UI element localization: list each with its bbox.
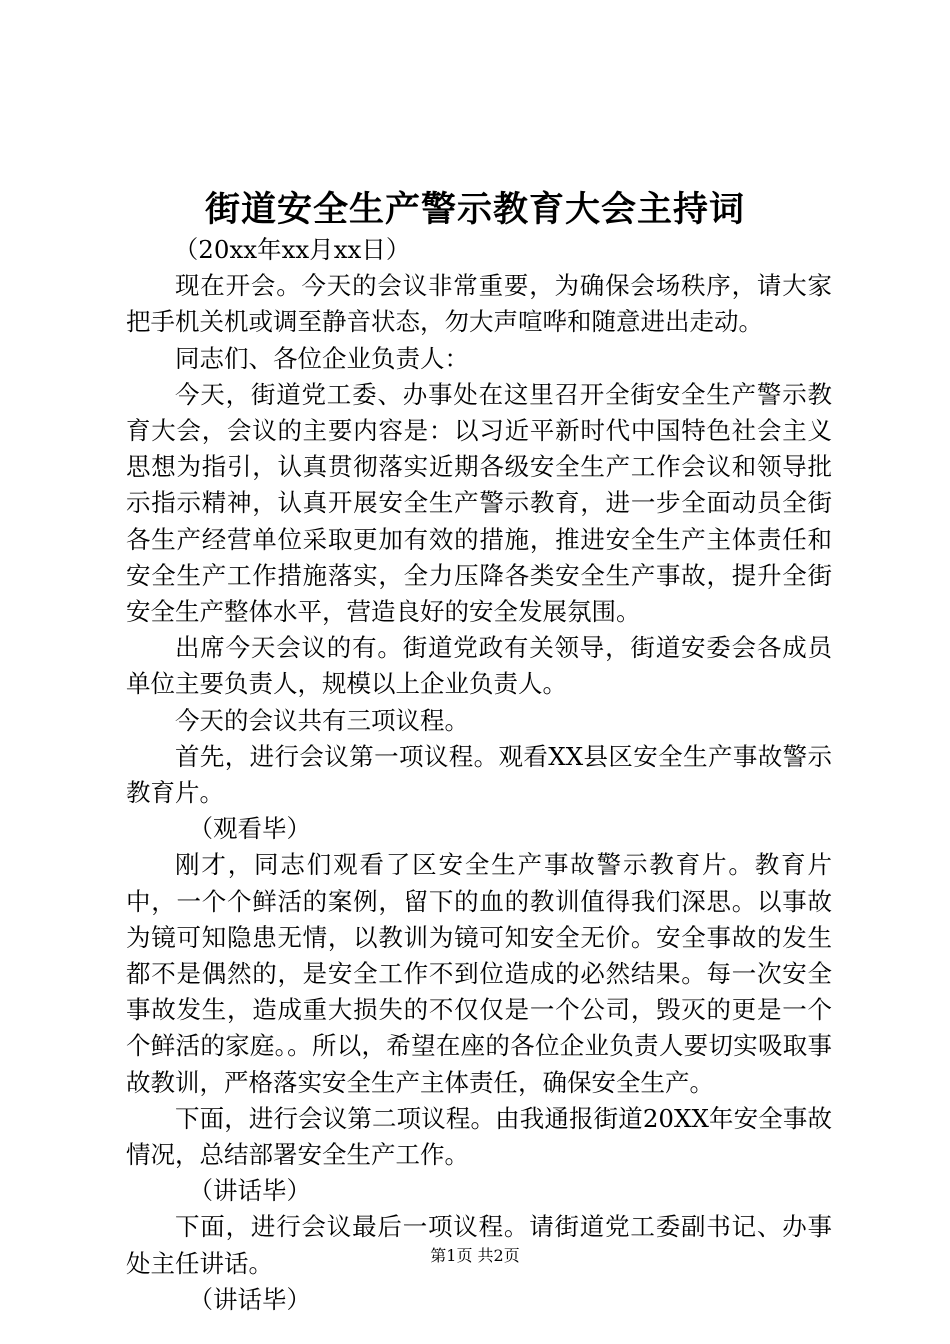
paragraph-agenda-item-3: 下面，进行会议最后一项议程。请街道党工委副书记、办事处主任讲话。 [126,1212,832,1278]
paragraph-agenda-item-2: 下面，进行会议第二项议程。由我通报街道20XX年安全事故情况，总结部署安全生产工作。 [126,1103,832,1170]
paragraph-meeting-purpose: 今天，街道党工委、办事处在这里召开全街安全生产警示教育大会，会议的主要内容是：以习近平新时代中国特色社会主义思想为指引，认真贯彻落实近期各级安全生产工作会议和领导批示指示精神，认真开展安全生产警示教育，进一步全面动员全街各生产经营单位采取更加有效的措施，推进安全生产主体责任和安全生产工作措施落实，全力压降各类安全生产事故，提升全街安全生产整体水平，营造良好的安全发展氛围。 [126,379,832,627]
document-title: 街道安全生产警示教育大会主持词 [204,189,745,230]
note-viewing-finished: （观看毕） [188,814,311,844]
note-speech-finished-1: （讲话毕） [188,1176,311,1206]
document-body [126,232,832,1318]
page-footer: 第1页 共2页 [430,1246,520,1265]
paragraph-opening: 现在开会。今天的会议非常重要，为确保会场秩序，请大家把手机关机或调至静音状态，勿大声喧哗和随意进出走动。 [126,271,832,337]
paragraph-agenda-count: 今天的会议共有三项议程。 [175,705,469,735]
paragraph-salutation: 同志们、各位企业负责人： [175,343,469,373]
paragraph-agenda-item-1: 首先，进行会议第一项议程。观看XX县区安全生产事故警示教育片。 [126,741,832,808]
paragraph-video-reflection: 刚才，同志们观看了区安全生产事故警示教育片。教育片中，一个个鲜活的案例，留下的血的教训值得我们深思。以事故为镜可知隐患无情，以教训为镜可知安全无价。安全事故的发生都不是偶然的，是安全工作不到位造成的必然结果。每一次安全事故发生，造成重大损失的不仅仅是一个公司，毁灭的更是一个个鲜活的家庭。。所以，希望在座的各位企业负责人要切实吸取事故教训，严格落实安全生产主体责任，确保安全生产。 [126,850,832,1097]
date-line: （20xx年xx月xx日） [173,235,411,264]
paragraph-attendees: 出席今天会议的有。街道党政有关领导，街道安委会各成员单位主要负责人，规模以上企业负责人。 [126,633,832,699]
note-speech-finished-2: （讲话毕） [188,1284,311,1314]
